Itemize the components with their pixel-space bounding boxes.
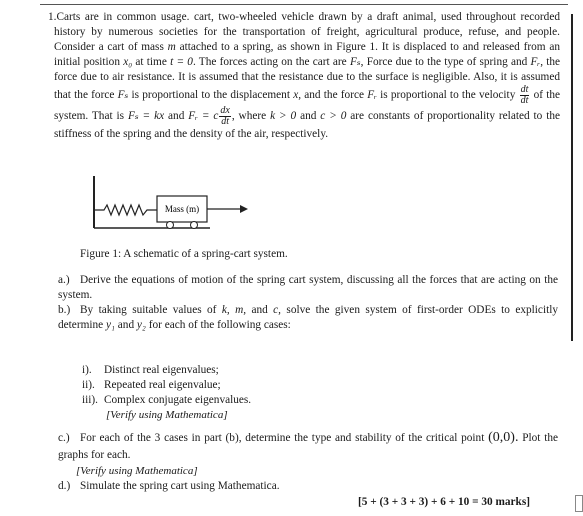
spring-cart-figure xyxy=(90,172,260,234)
sub-item-ii: ii). Repeated real eigenvalue; xyxy=(82,379,221,391)
sub-item-iii: iii). Complex conjugate eigenvalues. xyxy=(82,394,252,406)
corner-box xyxy=(575,495,583,512)
margin-bar xyxy=(571,14,573,341)
verify-note-1: [Verify using Mathematica] xyxy=(106,409,228,421)
wheel-left xyxy=(167,222,174,229)
dxdt-fraction: $\frac{dx}{dt}$ xyxy=(220,105,230,127)
question-paragraph: 1.Carts are in common usage. cart, two-wheeled vehicle drawn by a draft animal, used throughout recorded history by numerous societies for the transportation of freight, agricultural produce, refuse, and people. Consider a cart of mass m attached to a spring, as shown in Figure 1. It is displaced to and released from an initial position x₀ at time t = 0. The forces acting on the cart are Fₛ, Force due to the type of spring and Fᵣ, the force due to air resistance. It is assumed that the resistance due to the surface is negligible. Also, it is assumed that the force Fₛ is proportional to the displacement x, and the force Fᵣ is proportional to the velocity $\frac{dt}{dt}$ of the system. That is Fₛ = kx and Fᵣ = c $\frac{dx}{dt}$ , where k > 0 and c > 0 are constants of proportionality related to the stiffness of the spring and the density of the air, respectively. xyxy=(48,11,561,140)
top-rule xyxy=(40,4,568,5)
velocity-fraction: $\frac{dt}{dt}$ xyxy=(520,84,529,106)
verify-note-2: [Verify using Mathematica] xyxy=(76,465,198,477)
spring-coil xyxy=(94,205,157,215)
wheel-right xyxy=(191,222,198,229)
question-body xyxy=(48,10,561,142)
marks-total: [5 + (3 + 3 + 3) + 6 + 10 = 30 marks] xyxy=(358,496,530,508)
part-d: d.) Simulate the spring cart using Mathematica. xyxy=(58,480,280,492)
sub-item-i: i). Distinct real eigenvalues; xyxy=(82,364,219,376)
part-a: a.) Derive the equations of motion of the spring cart system, discussing all the forces that are acting on the system. xyxy=(58,274,558,301)
figure-caption: Figure 1: A schematic of a spring-cart system. xyxy=(80,248,288,260)
question-number: 1. xyxy=(48,11,57,23)
arrowhead xyxy=(240,205,248,213)
part-b: b.) By taking suitable values of k, m, and c, solve the given system of first-order ODEs to explicitly determine y₁ and y₂ for each of the following cases: xyxy=(58,304,559,331)
part-c: c.) For each of the 3 cases in part (b), determine the type and stability of the critical point (0,0). Plot the graphs for each. xyxy=(58,430,558,461)
mass-label: Mass (m) xyxy=(164,204,200,214)
